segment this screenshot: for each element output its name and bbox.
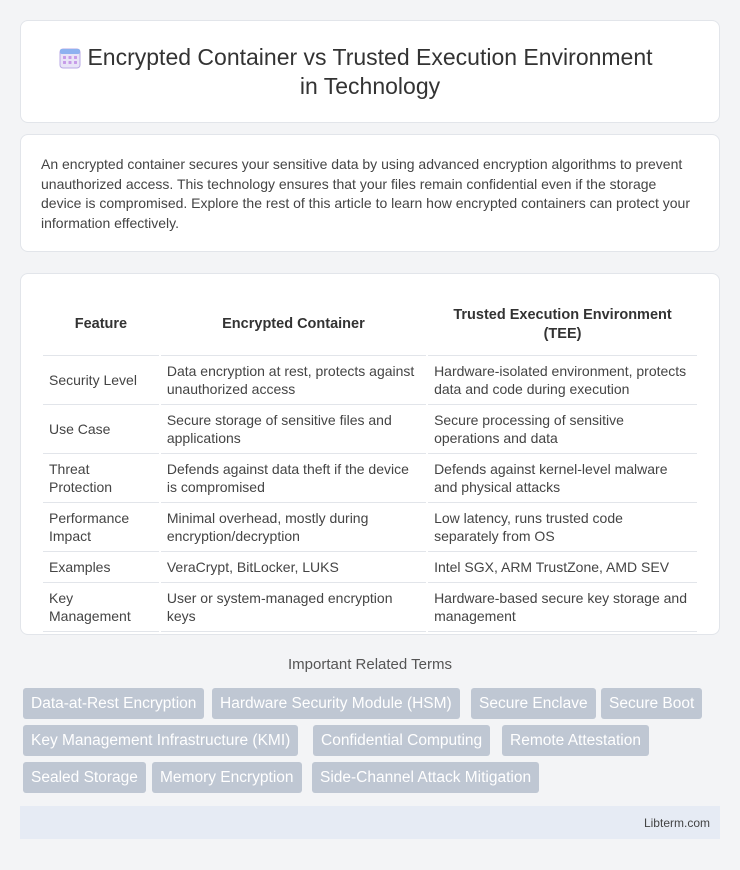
intro-card <box>20 134 720 252</box>
header-tee: Trusted Execution Environment (TEE) <box>428 294 697 356</box>
row-tee: Defends against kernel-level malware and physical attacks <box>428 454 697 503</box>
tag-confidential-computing[interactable]: Confidential Computing <box>313 725 490 756</box>
header-encrypted-container: Encrypted Container <box>161 294 426 356</box>
table-row <box>43 405 697 454</box>
tag-sealed-storage[interactable]: Sealed Storage <box>23 762 146 793</box>
row-tee: Hardware-isolated environment, protects data and code during execution <box>428 356 697 405</box>
intro-text: An encrypted container secures your sensitive data by using advanced encryption algorithms to prevent unauthorized access. This technology ensures that your files remain confidential even if the storage device is compromised. Explore the rest of this article to learn how encrypted containers can protect your information effectively. <box>41 156 690 231</box>
tag-side-channel-attack-mitigation[interactable]: Side-Channel Attack Mitigation <box>312 762 539 793</box>
footer-site-link[interactable]: Libterm.com <box>643 816 710 830</box>
tag-key-management-infrastructure[interactable]: Key Management Infrastructure (KMI) <box>23 725 298 756</box>
table-row <box>43 454 697 503</box>
related-terms-title: Important Related Terms <box>288 656 452 673</box>
table-row <box>43 552 697 583</box>
tag-memory-encryption[interactable]: Memory Encryption <box>152 762 302 793</box>
row-feature: Use Case <box>43 405 159 454</box>
row-tee: Intel SGX, ARM TrustZone, AMD SEV <box>428 552 697 583</box>
page-title-line2: in Technology <box>299 73 441 99</box>
comparison-card <box>20 273 720 635</box>
table-row <box>43 503 697 552</box>
page-title-line1: Encrypted Container vs Trusted Execution Environment <box>87 44 653 70</box>
row-feature: Threat Protection <box>43 454 159 503</box>
row-encrypted-container: Data encryption at rest, protects against unauthorized access <box>161 356 426 405</box>
row-encrypted-container: Defends against data theft if the device is compromised <box>161 454 426 503</box>
row-tee: Hardware-based secure key storage and management <box>428 583 697 632</box>
row-feature: Performance Impact <box>43 503 159 552</box>
table-row <box>43 356 697 405</box>
row-tee: Low latency, runs trusted code separately from OS <box>428 503 697 552</box>
row-encrypted-container: Secure storage of sensitive files and applications <box>161 405 426 454</box>
title-card <box>20 20 720 123</box>
row-feature: Security Level <box>43 356 159 405</box>
footer <box>20 806 720 839</box>
tag-data-at-rest-encryption[interactable]: Data-at-Rest Encryption <box>23 688 204 719</box>
tag-secure-boot[interactable]: Secure Boot <box>601 688 702 719</box>
page-title <box>21 43 719 101</box>
row-feature: Key Management <box>43 583 159 632</box>
header-feature: Feature <box>43 294 159 356</box>
row-encrypted-container: User or system-managed encryption keys <box>161 583 426 632</box>
tag-hardware-security-module[interactable]: Hardware Security Module (HSM) <box>212 688 460 719</box>
table-row <box>43 583 697 632</box>
row-tee: Secure processing of sensitive operations and data <box>428 405 697 454</box>
comparison-table <box>41 294 699 632</box>
row-encrypted-container: VeraCrypt, BitLocker, LUKS <box>161 552 426 583</box>
table-header-row <box>43 294 697 356</box>
row-encrypted-container: Minimal overhead, mostly during encryption/decryption <box>161 503 426 552</box>
tag-secure-enclave[interactable]: Secure Enclave <box>471 688 596 719</box>
tag-remote-attestation[interactable]: Remote Attestation <box>502 725 649 756</box>
row-feature: Examples <box>43 552 159 583</box>
